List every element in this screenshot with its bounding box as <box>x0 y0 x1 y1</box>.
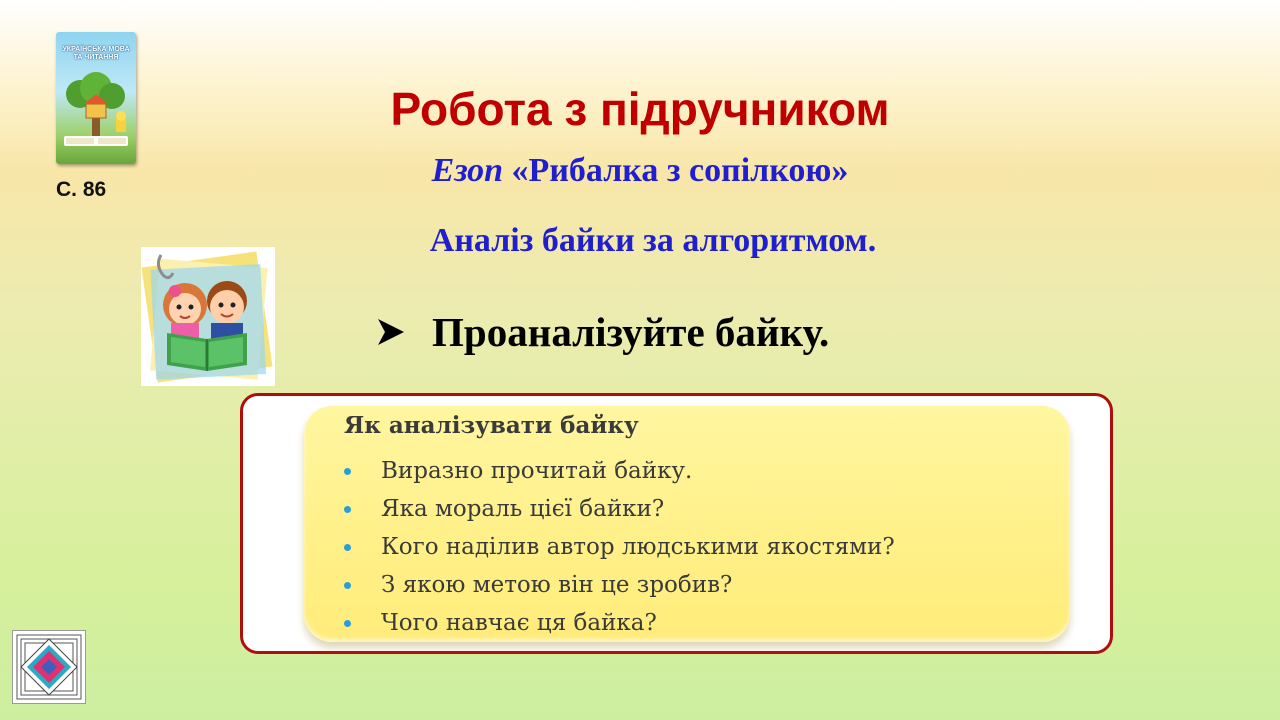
list-item-text: Чого навчає ця байка? <box>381 610 657 636</box>
list-item-text: Виразно прочитай байку. <box>381 458 693 484</box>
bullet-dot-icon <box>344 506 351 513</box>
diamond-logo-icon <box>12 630 86 704</box>
list-item <box>344 490 895 528</box>
tree-house-illustration <box>56 32 136 164</box>
algorithm-card-heading: Як аналізувати байку <box>344 412 639 439</box>
list-item <box>344 452 895 490</box>
list-item <box>344 566 895 604</box>
instruction-line <box>376 308 829 356</box>
list-item-text: З якою метою він це зробив? <box>381 572 733 598</box>
instruction-text: Проаналізуйте байку. <box>432 309 830 355</box>
task-heading: Аналіз байки за алгоритмом. <box>429 222 877 259</box>
list-item <box>344 528 895 566</box>
list-item-text: Кого наділив автор людськими якостями? <box>381 534 895 560</box>
textbook-cover-icon <box>56 32 136 164</box>
page-reference: С. 86 <box>56 178 107 201</box>
list-item <box>344 604 895 642</box>
algorithm-steps-list <box>344 452 895 642</box>
fable-subtitle <box>310 152 970 190</box>
textbook-title-line2: ТА ЧИТАННЯ <box>73 54 119 61</box>
bullet-dot-icon <box>344 620 351 627</box>
bullet-dot-icon <box>344 544 351 551</box>
children-reading-book-icon <box>141 247 275 386</box>
arrowhead-bullet-icon <box>376 317 406 347</box>
bullet-dot-icon <box>344 468 351 475</box>
slide-title: Робота з підручником <box>390 83 890 135</box>
list-item-text: Яка мораль цієї байки? <box>381 496 665 522</box>
bullet-dot-icon <box>344 582 351 589</box>
fable-title: «Рибалка з сопілкою» <box>511 152 849 189</box>
fable-author: Езоп <box>431 152 504 189</box>
textbook-title-line1: УКРАЇНСЬКА МОВА <box>62 46 130 53</box>
